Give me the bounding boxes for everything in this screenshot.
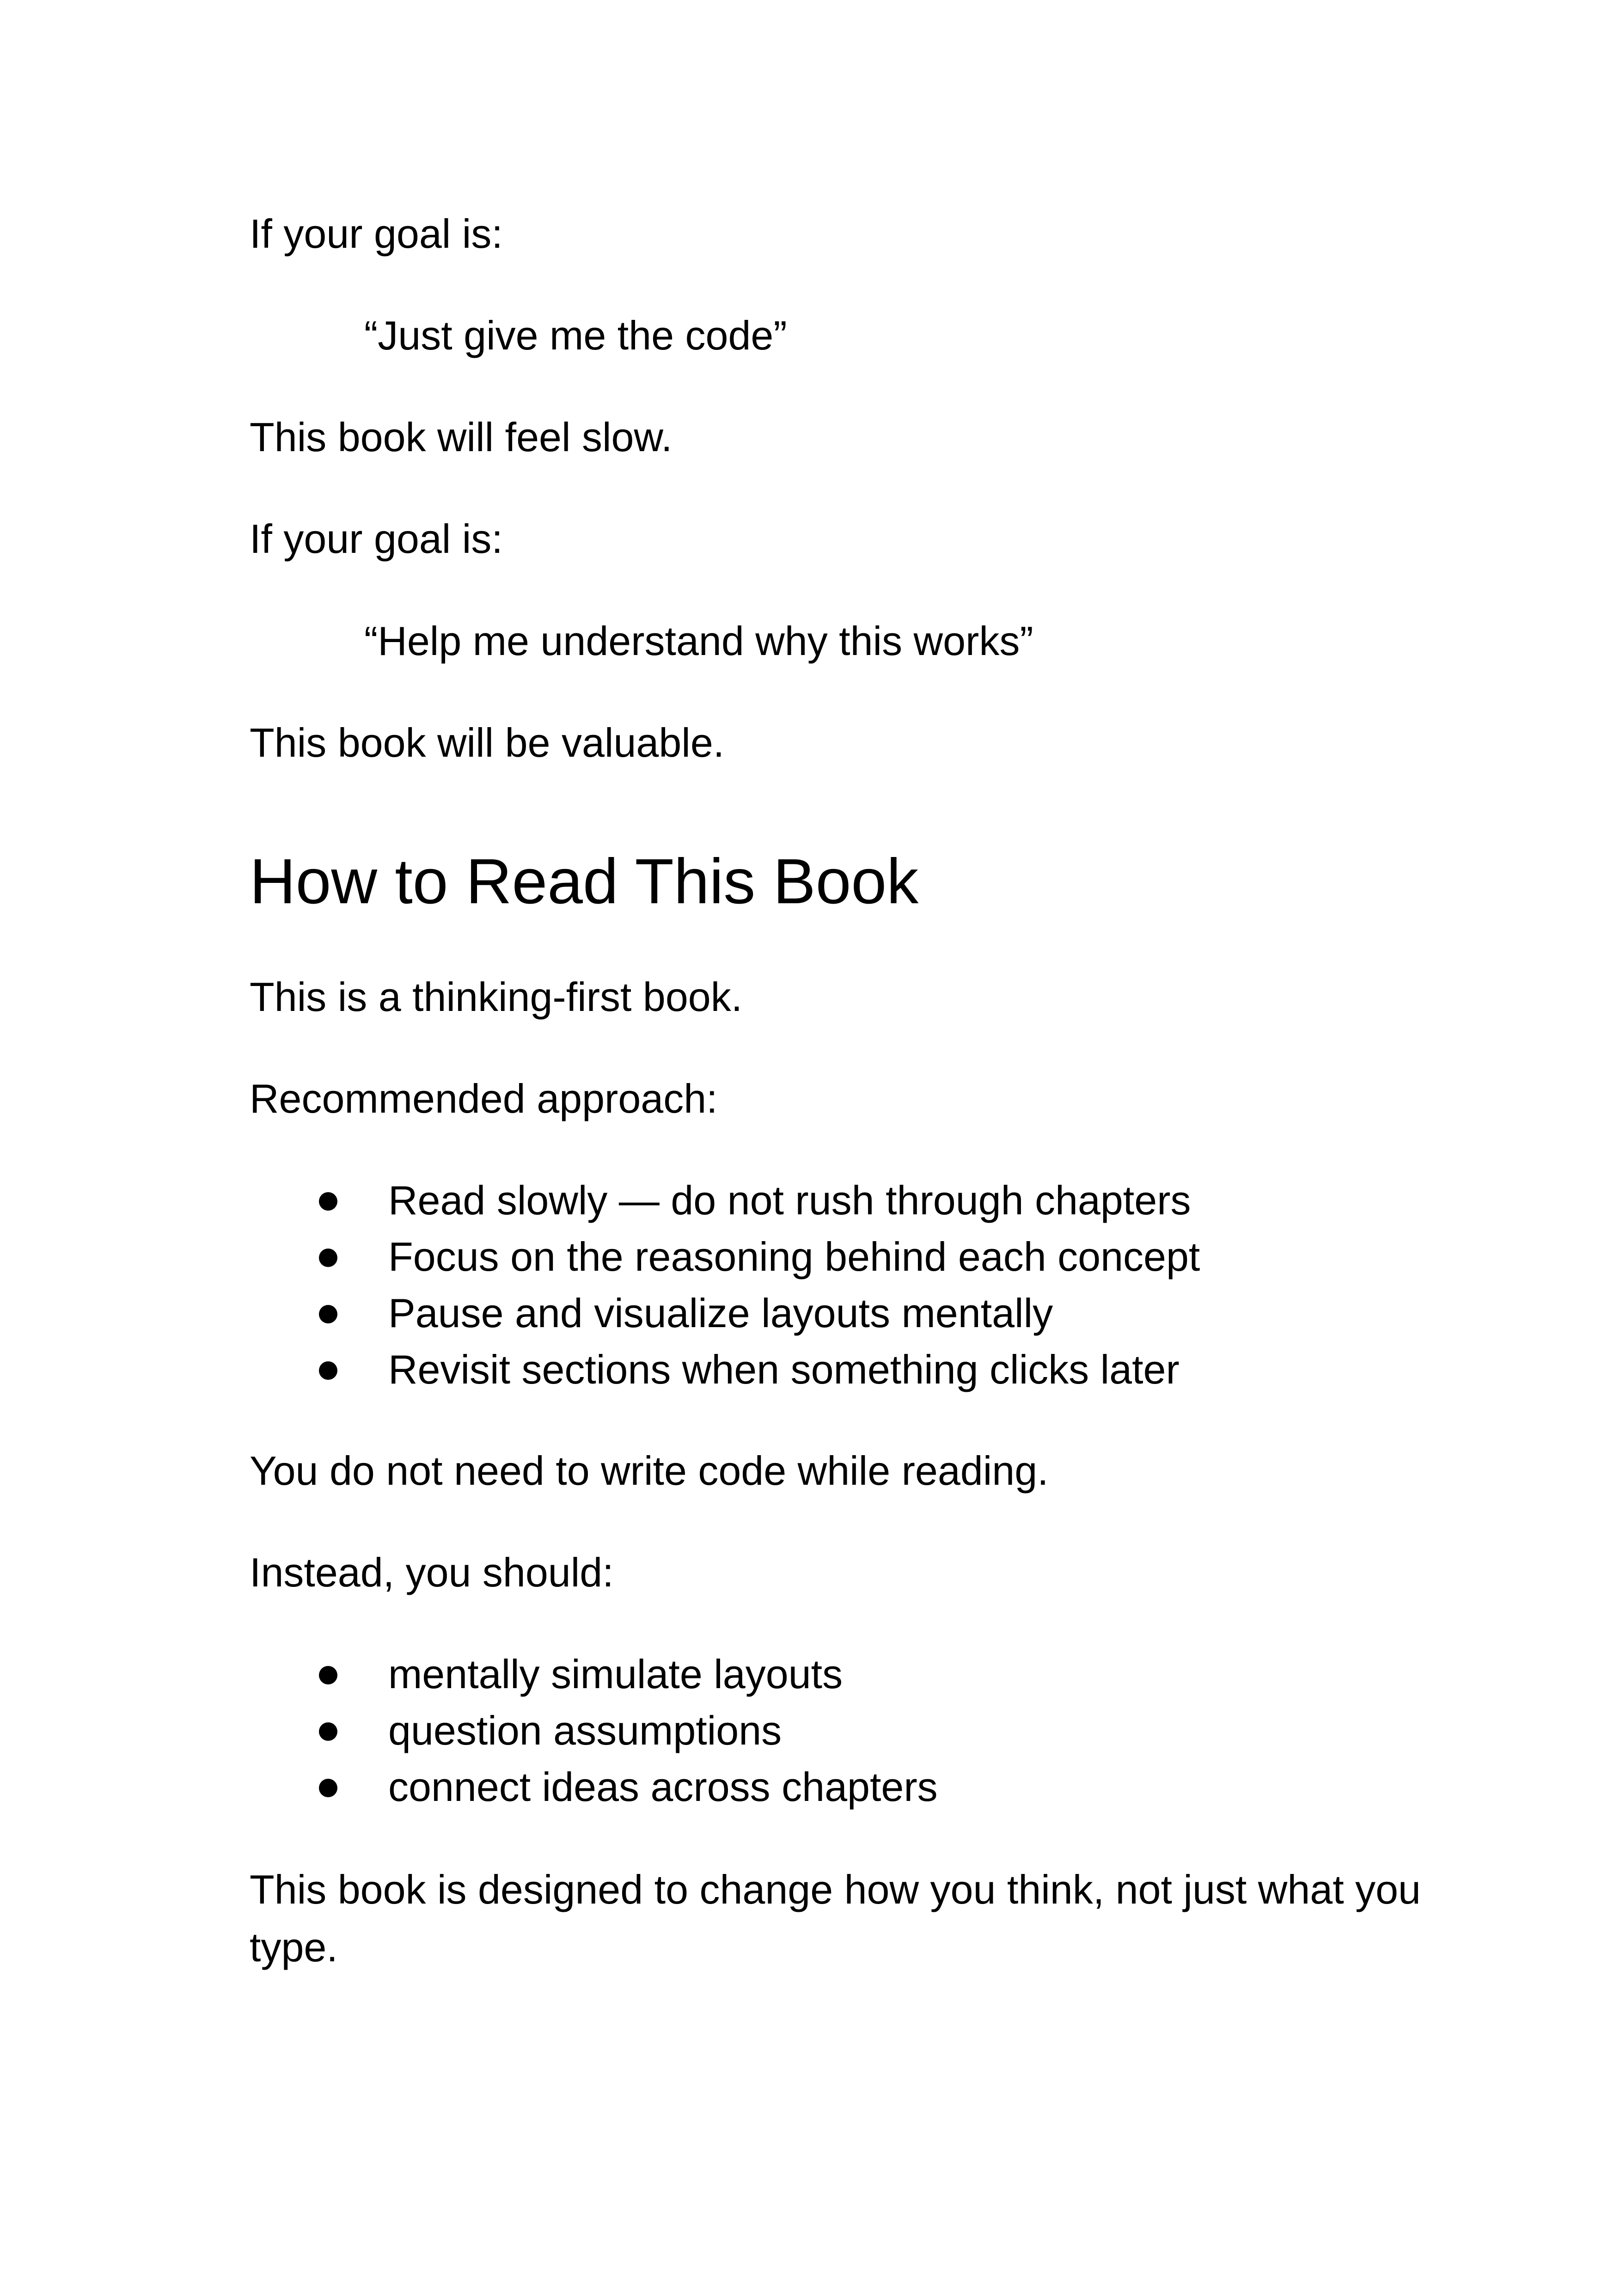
goal-label-2: If your goal is: xyxy=(250,516,503,562)
bullet-icon xyxy=(319,1666,337,1684)
list-item-text: Read slowly — do not rush through chapters xyxy=(388,1177,1191,1223)
list-item-text: question assumptions xyxy=(388,1708,782,1753)
goal-result-2: This book will be valuable. xyxy=(250,720,725,765)
bullet-icon xyxy=(319,1192,337,1211)
bullet-icon xyxy=(319,1305,337,1323)
goal-quote-1: “Just give me the code” xyxy=(364,312,787,358)
goal-label-1: If your goal is: xyxy=(250,211,503,257)
list-item-text: Focus on the reasoning behind each concept xyxy=(388,1234,1200,1280)
bullet-icon xyxy=(319,1361,337,1380)
bullet-icon xyxy=(319,1249,337,1267)
approach-label: Recommended approach: xyxy=(250,1076,718,1121)
section-lead: This is a thinking-first book. xyxy=(250,974,743,1020)
list-item-text: mentally simulate layouts xyxy=(388,1651,843,1697)
instead-label: Instead, you should: xyxy=(250,1549,614,1595)
closing-paragraph: This book is designed to change how you think, not just what you type. xyxy=(250,1867,1421,1970)
goal-quote-2: “Help me understand why this works” xyxy=(364,618,1033,664)
section-heading: How to Read This Book xyxy=(250,846,919,917)
bullet-icon xyxy=(319,1722,337,1741)
list-item-text: Pause and visualize layouts mentally xyxy=(388,1290,1053,1336)
goal-result-1: This book will feel slow. xyxy=(250,414,672,460)
list-item-text: connect ideas across chapters xyxy=(388,1764,938,1810)
bullet-icon xyxy=(319,1779,337,1797)
no-code-note: You do not need to write code while reading. xyxy=(250,1448,1049,1494)
list-item-text: Revisit sections when something clicks later xyxy=(388,1347,1180,1392)
